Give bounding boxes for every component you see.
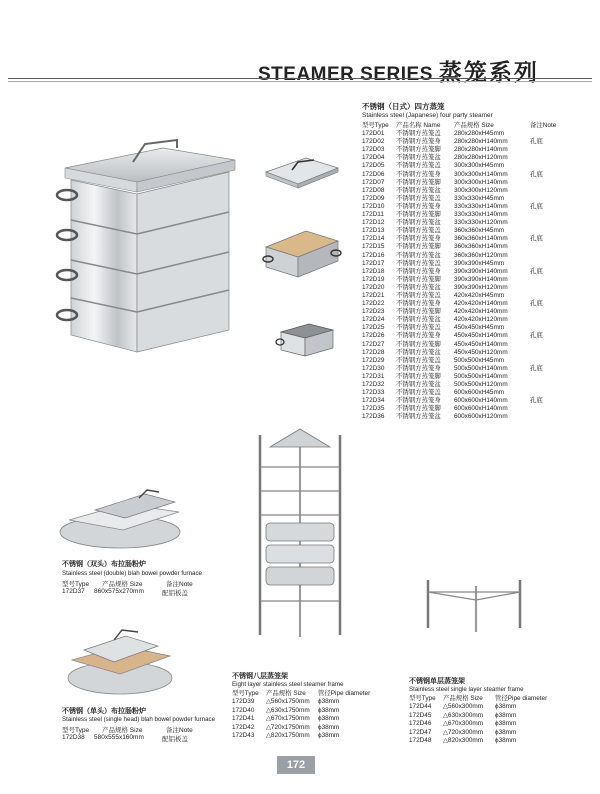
cell-type: 172D23	[362, 308, 385, 316]
cell-size: 500x500xH140mm	[454, 372, 508, 380]
cell-pipe-diameter: ϕ38mm	[495, 728, 517, 736]
cell-size: 360x360xH45mm	[454, 227, 505, 235]
column-header: 型号Type	[232, 690, 259, 697]
cell-note: 孔底	[530, 170, 543, 178]
cell-type: 172D34	[362, 397, 385, 405]
cell-name: 不锈钢方蒸笼盖	[396, 162, 441, 170]
cell-size: △720x1750mm	[266, 723, 310, 731]
cell-size: △560x300mm	[443, 703, 484, 711]
cell-type: 172D38	[62, 734, 85, 741]
cell-name: 不锈钢方蒸笼身	[396, 138, 441, 146]
cell-note	[530, 154, 556, 162]
cell-size: 300x300xH140mm	[454, 178, 508, 186]
column-header: 备注Note	[166, 727, 193, 734]
cell-size: 360x360xH120mm	[454, 251, 508, 259]
cell-type: 172D33	[362, 389, 385, 397]
cell-type: 172D13	[362, 227, 385, 235]
cell-note: 孔底	[530, 332, 543, 340]
cell-size: △560x1750mm	[266, 698, 310, 706]
table-row	[362, 179, 556, 187]
table-row	[362, 276, 556, 284]
cell-size: 330x330xH140mm	[454, 202, 508, 210]
cell-name: 不锈钢方蒸笼脚	[396, 372, 441, 380]
cell-name: 不锈钢方蒸笼盆	[396, 154, 441, 162]
table-row	[362, 405, 556, 413]
table-body	[232, 698, 370, 740]
double-furnace-image	[55, 480, 185, 560]
cell-type: 172D47	[409, 728, 432, 736]
eight-layer-frame-table	[232, 690, 370, 740]
single-layer-frame-title: 不锈钢单层蒸笼架	[409, 678, 465, 685]
cell-note: 配铝板盖	[162, 590, 188, 597]
page-title	[258, 54, 539, 87]
double-furnace-subtitle: Stainless steel (double) blah bowel powder furnace	[62, 570, 202, 577]
cell-type: 172D14	[362, 235, 385, 243]
cell-name: 不锈钢方蒸笼盆	[396, 251, 441, 259]
cell-note: 孔底	[530, 397, 543, 405]
cell-size: 390x390xH140mm	[454, 267, 508, 275]
column-header: 管径Pipe diameter	[495, 695, 548, 702]
cell-type: 172D17	[362, 259, 385, 267]
table-row	[232, 707, 370, 715]
cell-size: 300x300xH120mm	[454, 186, 508, 194]
cell-size: 600x600xH140mm	[454, 397, 508, 405]
cell-name: 不锈钢方蒸笼盖	[396, 259, 441, 267]
cell-size: △630x1750mm	[266, 706, 310, 714]
cell-note	[530, 187, 556, 195]
cell-name: 不锈钢方蒸笼盆	[396, 413, 441, 421]
column-header: 备注Note	[166, 581, 193, 588]
cell-type: 172D28	[362, 348, 385, 356]
cell-type: 172D07	[362, 178, 385, 186]
cell-name: 不锈钢方蒸笼盖	[396, 227, 441, 235]
cell-type: 172D39	[232, 698, 255, 706]
column-header: 产品规格 Size	[454, 122, 494, 129]
cell-note	[530, 243, 556, 251]
table-row	[409, 729, 547, 737]
cell-type: 172D32	[362, 381, 385, 388]
cell-note	[530, 413, 556, 421]
steamer-lid-image	[262, 150, 342, 192]
cell-note	[530, 195, 556, 203]
cell-size: 450x450xH45mm	[454, 324, 505, 332]
cell-size: 360x360xH140mm	[454, 243, 508, 251]
cell-name: 不锈钢方蒸笼身	[396, 364, 441, 372]
cell-type: 172D11	[362, 211, 384, 219]
single-furnace-image	[62, 620, 177, 702]
cell-pipe-diameter: ϕ38mm	[495, 703, 517, 711]
table-row	[232, 732, 370, 740]
cell-note: 孔底	[530, 267, 543, 275]
cell-type: 172D05	[362, 162, 385, 170]
column-header: 管径Pipe diameter	[318, 690, 371, 697]
cell-type: 172D40	[232, 706, 255, 714]
cell-type: 172D27	[362, 340, 385, 348]
table-row	[362, 211, 556, 219]
cell-size: 330x330xH45mm	[454, 194, 505, 202]
double-furnace-title: 不锈钢（双头）布拉肠粉炉	[62, 561, 146, 568]
cell-size: 420x420xH45mm	[454, 291, 505, 299]
table-row	[362, 308, 556, 316]
table-header-row	[362, 122, 556, 130]
double-furnace-data-row	[62, 588, 188, 597]
cell-pipe-diameter: ϕ38mm	[495, 737, 517, 745]
cell-size: 420x420xH120mm	[454, 316, 508, 324]
cell-size: 860x575x270mm	[94, 588, 144, 595]
cell-type: 172D02	[362, 138, 385, 146]
cell-size: 360x360xH140mm	[454, 235, 508, 243]
table-row	[362, 162, 556, 170]
table-row	[362, 252, 556, 260]
cell-size: 420x420xH140mm	[454, 300, 508, 308]
cell-name: 不锈钢方蒸笼身	[396, 300, 441, 308]
table-row	[232, 698, 370, 706]
cell-name: 不锈钢方蒸笼盖	[396, 194, 441, 202]
cell-pipe-diameter: ϕ38mm	[318, 732, 340, 740]
cell-name: 不锈钢方蒸笼脚	[396, 211, 441, 219]
cell-note	[530, 179, 556, 187]
cell-size: 280x280xH120mm	[454, 154, 508, 162]
cell-name: 不锈钢方蒸笼脚	[396, 243, 441, 251]
cell-name: 不锈钢方蒸笼脚	[396, 146, 441, 154]
cell-pipe-diameter: ϕ38mm	[318, 715, 340, 723]
eight-layer-frame-image	[250, 425, 350, 645]
cell-note	[530, 162, 556, 170]
cell-note	[530, 357, 556, 365]
cell-type: 172D15	[362, 243, 385, 251]
single-furnace-header-row	[62, 725, 193, 734]
cell-size: 280x280xH140mm	[454, 146, 508, 154]
cell-type: 172D10	[362, 202, 385, 210]
cell-type: 172D48	[409, 737, 432, 745]
single-layer-frame-table	[409, 695, 547, 745]
cell-pipe-diameter: ϕ38mm	[318, 723, 340, 731]
cell-name: 不锈钢方蒸笼盆	[396, 283, 441, 291]
square-steamer-title: 不锈钢（日式）四方蒸笼	[362, 102, 445, 111]
square-steamer-table	[362, 122, 556, 421]
column-header: 产品规格 Size	[443, 695, 483, 702]
title-chinese: 蒸笼系列	[438, 59, 539, 85]
cell-note	[530, 284, 556, 292]
header-divider	[8, 78, 592, 79]
cell-size: 390x390xH45mm	[454, 259, 505, 267]
cell-name: 不锈钢方蒸笼身	[396, 397, 441, 405]
cell-pipe-diameter: ϕ38mm	[495, 720, 517, 728]
cell-type: 172D09	[362, 194, 385, 202]
cell-size: 280x280xH140mm	[454, 138, 508, 146]
single-furnace-data-row	[62, 734, 188, 743]
cell-note	[530, 146, 556, 154]
table-row	[362, 341, 556, 349]
cell-note	[530, 341, 556, 349]
table-row	[362, 235, 556, 243]
cell-type: 172D25	[362, 324, 385, 332]
table-header-row	[232, 690, 370, 698]
cell-name: 不锈钢方蒸笼脚	[396, 178, 441, 186]
cell-pipe-diameter: ϕ38mm	[495, 711, 517, 719]
cell-size: 390x390xH120mm	[454, 283, 508, 291]
cell-type: 172D26	[362, 332, 385, 340]
cell-note: 孔底	[530, 364, 543, 372]
table-row	[362, 195, 556, 203]
cell-note	[530, 219, 556, 227]
table-row	[362, 138, 556, 146]
cell-note: 孔底	[530, 202, 543, 210]
cell-type: 172D12	[362, 219, 385, 227]
cell-pipe-diameter: ϕ38mm	[318, 698, 340, 706]
table-row	[362, 365, 556, 373]
cell-size: 450x450xH140mm	[454, 332, 508, 340]
cell-name: 不锈钢方蒸笼盆	[396, 381, 441, 388]
table-row	[409, 703, 547, 711]
cell-size: △670x300mm	[443, 720, 484, 728]
cell-note	[530, 381, 556, 389]
table-row	[362, 154, 556, 162]
cell-note: 孔底	[530, 138, 543, 146]
cell-type: 172D22	[362, 300, 385, 308]
title-english: STEAMER SERIES	[258, 64, 433, 85]
column-header: 型号Type	[62, 581, 90, 588]
column-header: 产品规格 Size	[102, 581, 143, 588]
table-row	[409, 720, 547, 728]
cell-name: 不锈钢方蒸笼盖	[396, 389, 441, 397]
double-furnace-header-row	[62, 579, 193, 588]
cell-type: 172D18	[362, 267, 385, 275]
table-row	[232, 724, 370, 732]
cell-size: △630x300mm	[443, 711, 484, 719]
cell-note: 配铝板盖	[162, 736, 188, 743]
cell-size: 580x555x160mm	[94, 734, 144, 741]
cell-name: 不锈钢方蒸笼身	[396, 235, 441, 243]
cell-name: 不锈钢方蒸笼盖	[396, 324, 441, 332]
cell-name: 不锈钢方蒸笼身	[396, 267, 441, 275]
table-row	[362, 130, 556, 138]
square-steamer-subtitle: Stainless steel (Japanese) four party steamer	[362, 112, 493, 119]
table-row	[362, 381, 556, 389]
column-header: 备注Note	[530, 122, 557, 129]
cell-size: 600x600xH45mm	[454, 389, 505, 397]
cell-note	[530, 260, 556, 268]
table-row	[362, 300, 556, 308]
cell-name: 不锈钢方蒸笼盆	[396, 348, 441, 356]
header-divider-secondary	[8, 81, 592, 82]
table-row	[362, 260, 556, 268]
cell-type: 172D04	[362, 154, 385, 162]
cell-note	[530, 276, 556, 284]
cell-type: 172D43	[232, 732, 255, 740]
cell-size: 450x450xH140mm	[454, 340, 508, 348]
table-row	[362, 284, 556, 292]
cell-size: 300x300xH45mm	[454, 162, 505, 170]
table-row	[362, 389, 556, 397]
table-body	[409, 703, 547, 745]
column-header: 型号Type	[62, 727, 90, 734]
cell-size: △720x300mm	[443, 728, 484, 736]
column-header: 产品名称 Name	[396, 122, 441, 129]
eight-layer-frame-title: 不锈钢八层蒸笼架	[232, 673, 288, 680]
cell-size: 500x500xH140mm	[454, 364, 508, 372]
cell-size: 300x300xH140mm	[454, 170, 508, 178]
cell-pipe-diameter: ϕ38mm	[318, 706, 340, 714]
cell-name: 不锈钢方蒸笼身	[396, 170, 441, 178]
cell-name: 不锈钢方蒸笼脚	[396, 340, 441, 348]
cell-type: 172D36	[362, 413, 385, 421]
cell-size: 500x500xH120mm	[454, 381, 508, 388]
cell-size: △820x300mm	[443, 737, 484, 745]
cell-note	[530, 252, 556, 260]
cell-type: 172D45	[409, 711, 432, 719]
table-row	[362, 316, 556, 324]
cell-type: 172D31	[362, 372, 385, 380]
table-row	[362, 332, 556, 340]
cell-size: 330x330xH140mm	[454, 211, 508, 219]
single-furnace-subtitle: Stainless steel (single head) blah bowel powder furnace	[62, 716, 216, 723]
cell-size: 280x280xH45mm	[454, 130, 505, 138]
column-header: 型号Type	[362, 122, 389, 129]
cell-note	[530, 316, 556, 324]
cell-name: 不锈钢方蒸笼脚	[396, 405, 441, 413]
table-row	[362, 171, 556, 179]
cell-note	[530, 389, 556, 397]
cell-type: 172D24	[362, 316, 385, 324]
single-furnace-title: 不锈钢（单头）布拉肠粉炉	[62, 708, 146, 715]
column-header: 产品规格 Size	[102, 727, 143, 734]
cell-size: 330x330xH120mm	[454, 219, 508, 227]
table-row	[362, 268, 556, 276]
table-row	[362, 203, 556, 211]
cell-type: 172D35	[362, 405, 385, 413]
cell-size: △820x1750mm	[266, 732, 310, 740]
cell-type: 172D29	[362, 356, 385, 364]
cell-note	[530, 292, 556, 300]
cell-size: 500x500xH45mm	[454, 356, 505, 364]
cell-size: △670x1750mm	[266, 715, 310, 723]
table-row	[362, 146, 556, 154]
table-row	[409, 737, 547, 745]
cell-note	[530, 405, 556, 413]
cell-name: 不锈钢方蒸笼盖	[396, 130, 441, 138]
table-row	[362, 187, 556, 195]
cell-name: 不锈钢方蒸笼脚	[396, 308, 441, 316]
cell-note	[530, 373, 556, 381]
cell-note	[530, 349, 556, 357]
cell-type: 172D16	[362, 251, 385, 259]
column-header: 产品规格 Size	[266, 690, 306, 697]
steamer-basin-image	[275, 320, 337, 362]
table-row	[362, 292, 556, 300]
single-layer-frame-image	[420, 572, 530, 634]
table-row	[232, 715, 370, 723]
table-body	[362, 130, 556, 421]
cell-size: 390x390xH140mm	[454, 275, 508, 283]
cell-size: 420x420xH140mm	[454, 308, 508, 316]
cell-note	[530, 308, 556, 316]
column-header: 型号Type	[409, 695, 436, 702]
cell-name: 不锈钢方蒸笼盆	[396, 186, 441, 194]
cell-type: 172D19	[362, 275, 385, 283]
table-row	[409, 712, 547, 720]
table-row	[362, 349, 556, 357]
cell-name: 不锈钢方蒸笼身	[396, 332, 441, 340]
cell-type: 172D08	[362, 186, 385, 194]
cell-type: 172D42	[232, 723, 255, 731]
cell-type: 172D20	[362, 283, 385, 291]
cell-size: 450x450xH120mm	[454, 348, 508, 356]
cell-type: 172D21	[362, 291, 385, 299]
table-row	[362, 227, 556, 235]
cell-note	[530, 211, 556, 219]
page-number: 172	[277, 756, 315, 774]
cell-note: 孔底	[530, 300, 543, 308]
cell-type: 172D03	[362, 146, 385, 154]
table-row	[362, 397, 556, 405]
table-row	[362, 243, 556, 251]
single-layer-frame-subtitle: Stainless steel single layer steamer frame	[409, 686, 524, 693]
stacked-steamer-image	[45, 130, 245, 365]
cell-type: 172D41	[232, 715, 255, 723]
cell-name: 不锈钢方蒸笼盆	[396, 316, 441, 324]
steamer-body-image	[262, 225, 342, 285]
cell-name: 不锈钢方蒸笼盖	[396, 356, 441, 364]
cell-size: 600x600xH120mm	[454, 413, 508, 421]
cell-type: 172D37	[62, 588, 85, 595]
cell-type: 172D46	[409, 720, 432, 728]
table-row	[362, 413, 556, 421]
cell-name: 不锈钢方蒸笼脚	[396, 275, 441, 283]
cell-name: 不锈钢方蒸笼身	[396, 202, 441, 210]
cell-type: 172D01	[362, 130, 385, 138]
cell-type: 172D30	[362, 364, 385, 372]
cell-note: 孔底	[530, 235, 543, 243]
table-row	[362, 324, 556, 332]
cell-name: 不锈钢方蒸笼盆	[396, 219, 441, 227]
cell-name: 不锈钢方蒸笼盖	[396, 291, 441, 299]
cell-note	[530, 130, 556, 138]
eight-layer-frame-subtitle: Eight layer stainless steel steamer frame	[232, 681, 344, 688]
table-header-row	[409, 695, 547, 703]
table-row	[362, 373, 556, 381]
table-row	[362, 357, 556, 365]
cell-type: 172D06	[362, 170, 385, 178]
cell-size: 600x600xH140mm	[454, 405, 508, 413]
cell-type: 172D44	[409, 703, 432, 711]
table-row	[362, 219, 556, 227]
